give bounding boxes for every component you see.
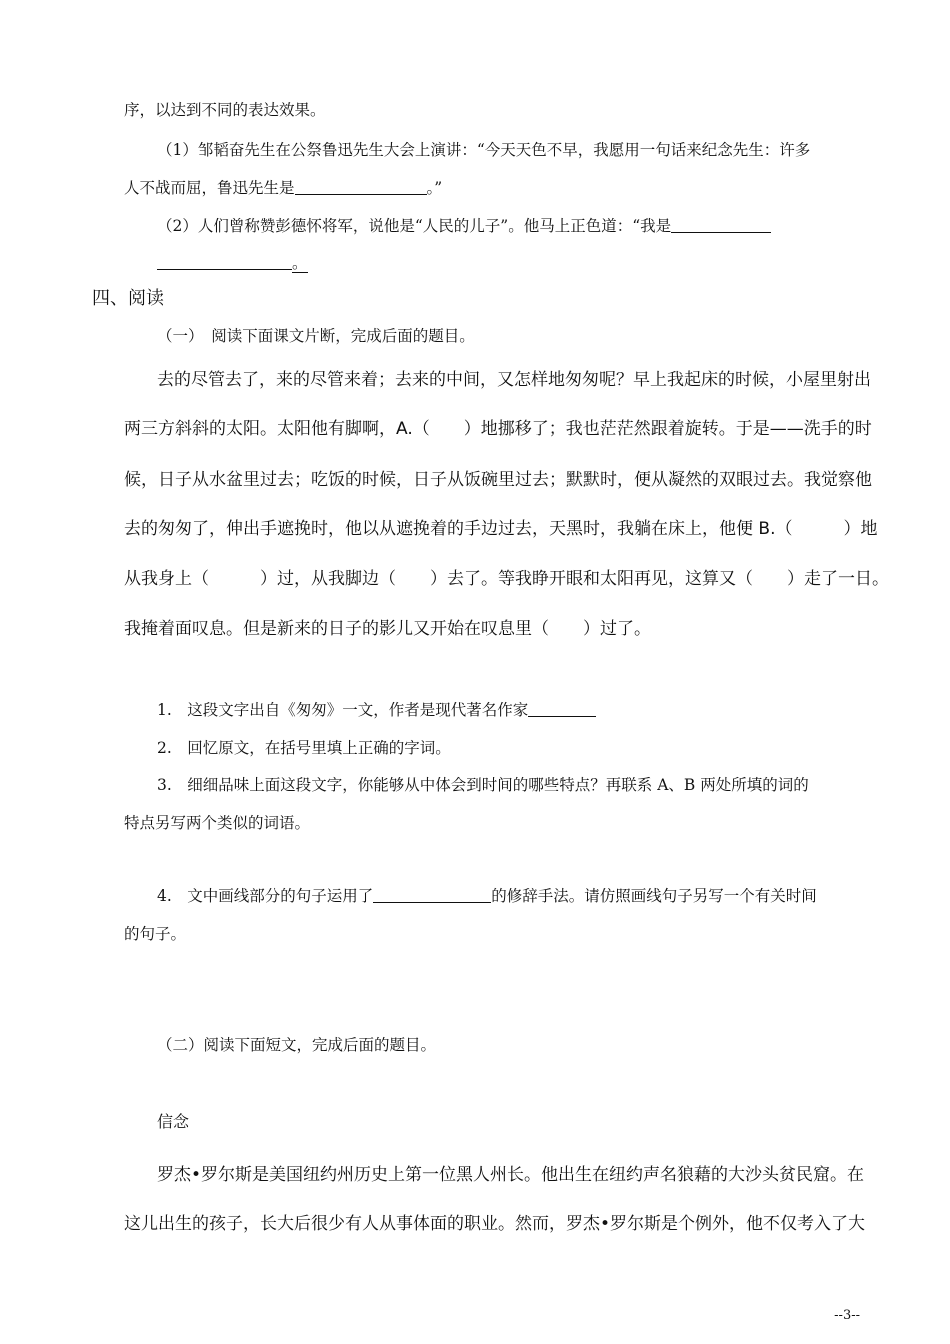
part1-heading: （一） 阅读下面课文片断，完成后面的题目。: [157, 327, 475, 345]
question-1: [157, 698, 596, 720]
fill-q2-line2: [157, 251, 308, 273]
question-3-line2: 特点另写两个类似的词语。: [124, 814, 311, 832]
fill-q1-line1: （1）邹韬奋先生在公祭鲁迅先生大会上演讲：“今天天色不早，我愿用一句话来纪念先生：许多: [157, 141, 811, 159]
passage-line: 两三方斜斜的太阳。太阳他有脚啊，A.（ ）地挪移了；我也茫茫然跟着旋转。于是——洗手的时: [124, 419, 872, 439]
question-3-line1: 3. 细细品味上面这段文字，你能够从中体会到时间的哪些特点？再联系 A、B 两处所填的词的: [157, 776, 809, 794]
question-4-line1: [157, 884, 817, 906]
story-title: 信念: [157, 1112, 190, 1131]
section-heading: 四、阅读: [92, 288, 164, 309]
answer-blank[interactable]: [671, 218, 771, 233]
passage-line: 去的尽管去了，来的尽管来着；去来的中间，又怎样地匆匆呢？早上我起床的时候，小屋里射出: [157, 370, 871, 390]
page-number: --3--: [834, 1308, 860, 1323]
fill-q2-end: 。: [292, 254, 308, 272]
answer-blank[interactable]: [157, 255, 292, 270]
answer-blank[interactable]: [295, 180, 427, 195]
story-line: 这儿出生的孩子，长大后很少有人从事体面的职业。然而，罗杰•罗尔斯是个例外，他不仅考入了大: [124, 1214, 866, 1234]
passage-line: 候，日子从水盆里过去；吃饭的时候，日子从饭碗里过去；默默时，便从凝然的双眼过去。我觉察他: [124, 470, 872, 490]
fill-q1-line2: [124, 176, 442, 198]
fill-q2-text: （2）人们曾称赞彭德怀将军，说他是“人民的儿子”。他马上正色道：“我是: [157, 217, 672, 235]
part2-heading: （二）阅读下面短文，完成后面的题目。: [157, 1036, 437, 1054]
fill-q1-end: 。”: [426, 179, 443, 197]
passage-line: 从我身上（ ）过，从我脚边（ ）去了。等我睁开眼和太阳再见，这算又（ ）走了一日。: [124, 569, 889, 589]
question-4-text: 4. 文中画线部分的句子运用了: [157, 887, 374, 905]
passage-line: 我掩着面叹息。但是新来的日子的影儿又开始在叹息里（ ）过了。: [124, 619, 651, 639]
fill-q2-line1: [157, 214, 771, 236]
fill-q1-text: 人不战而屈，鲁迅先生是: [124, 179, 295, 197]
answer-blank[interactable]: [528, 702, 596, 717]
question-4-line2: 的句子。: [124, 925, 187, 943]
question-2: 2. 回忆原文，在括号里填上正确的字词。: [157, 739, 451, 757]
answer-blank[interactable]: [373, 888, 491, 903]
passage-line: 去的匆匆了，伸出手遮挽时，他以从遮挽着的手边过去，天黑时，我躺在床上，他便 B.（ ）地: [124, 519, 878, 539]
question-4-text-cont: 的修辞手法。请仿照画线句子另写一个有关时间: [491, 887, 817, 905]
intro-line0: 序，以达到不同的表达效果。: [124, 101, 326, 119]
story-line: 罗杰•罗尔斯是美国纽约州历史上第一位黑人州长。他出生在纽约声名狼藉的大沙头贫民窟。在: [157, 1165, 865, 1185]
question-1-text: 1. 这段文字出自《匆匆》一文，作者是现代著名作家: [157, 701, 529, 719]
